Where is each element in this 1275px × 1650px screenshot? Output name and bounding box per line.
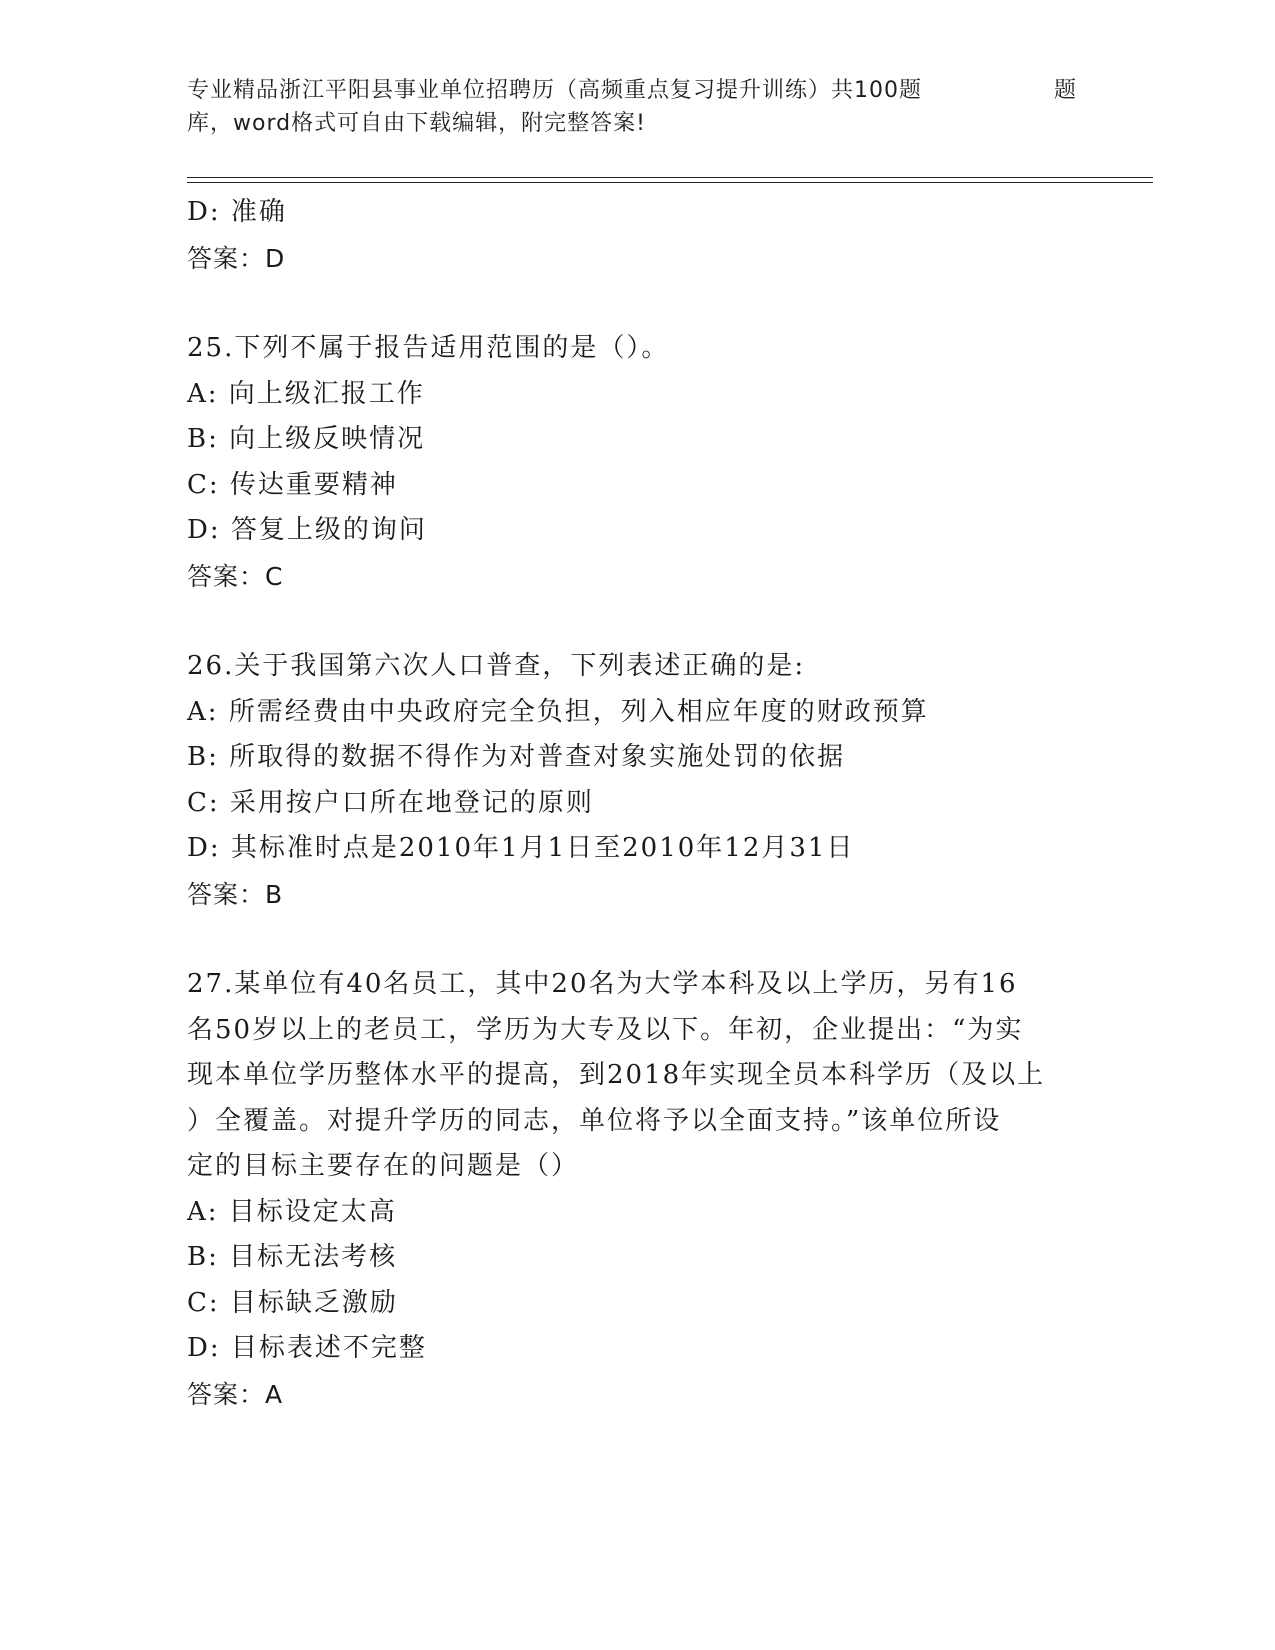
option-d: D: 目标表述不完整 xyxy=(187,1333,427,1363)
previous-question-tail xyxy=(187,190,1067,281)
header-line-1 xyxy=(187,74,1087,107)
option-c: C: 传达重要精神 xyxy=(187,469,398,500)
answer-line: 答案：A xyxy=(187,1379,284,1409)
option-a: A: 所需经费由中央政府完全负担，列入相应年度的财政预算 xyxy=(187,696,929,727)
header-line-2: 库，word格式可自由下载编辑，附完整答案! xyxy=(187,111,646,136)
option-b: B: 目标无法考核 xyxy=(187,1242,398,1272)
header-divider-top xyxy=(187,177,1153,178)
option-c: C: 采用按户口所在地登记的原则 xyxy=(187,787,594,818)
option-b: B: 所取得的数据不得作为对普查对象实施处罚的依据 xyxy=(187,742,846,772)
option-a: A: 目标设定太高 xyxy=(187,1196,397,1227)
question-stem-line-3: 现本单位学历整体水平的提高，到2018年实现全员本科学历（及以上 xyxy=(187,1060,1046,1090)
question-stem-line-5: 定的目标主要存在的问题是（） xyxy=(187,1151,580,1181)
question-26 xyxy=(187,644,1067,917)
header-divider-bottom xyxy=(187,182,1153,183)
answer-line: 答案：B xyxy=(187,879,284,909)
option-c: C: 目标缺乏激励 xyxy=(187,1287,398,1318)
question-stem-line-4: ）全覆盖。对提升学历的同志，单位将予以全面支持。”该单位所设 xyxy=(187,1105,1002,1136)
question-25 xyxy=(187,326,1067,599)
document-header xyxy=(187,74,1087,140)
question-stem: 26.关于我国第六次人口普查，下列表述正确的是: xyxy=(187,651,806,681)
option-b: B: 向上级反映情况 xyxy=(187,424,426,454)
option-a: A: 向上级汇报工作 xyxy=(187,378,425,409)
question-content xyxy=(187,190,1067,1417)
option-d: D: 其标准时点是2010年1月1日至2010年12月31日 xyxy=(187,833,855,863)
option-d: D: 答复上级的询问 xyxy=(187,515,427,545)
question-stem: 25.下列不属于报告适用范围的是（）。 xyxy=(187,333,670,363)
question-27 xyxy=(187,962,1067,1417)
question-stem-line-2: 名50岁以上的老员工，学历为大专及以下。年初，企业提出：“为实 xyxy=(187,1014,1024,1045)
answer-line: 答案：C xyxy=(187,561,284,591)
header-title-trail: 题 xyxy=(1054,78,1078,103)
header-title-text: 专业精品浙江平阳县事业单位招聘历（高频重点复习提升训练）共100题 xyxy=(187,78,922,103)
question-stem-line-1: 27.某单位有40名员工，其中20名为大学本科及以上学历，另有16 xyxy=(187,969,1018,999)
option-d: D: 准确 xyxy=(187,197,287,227)
answer-line: 答案：D xyxy=(187,243,286,273)
